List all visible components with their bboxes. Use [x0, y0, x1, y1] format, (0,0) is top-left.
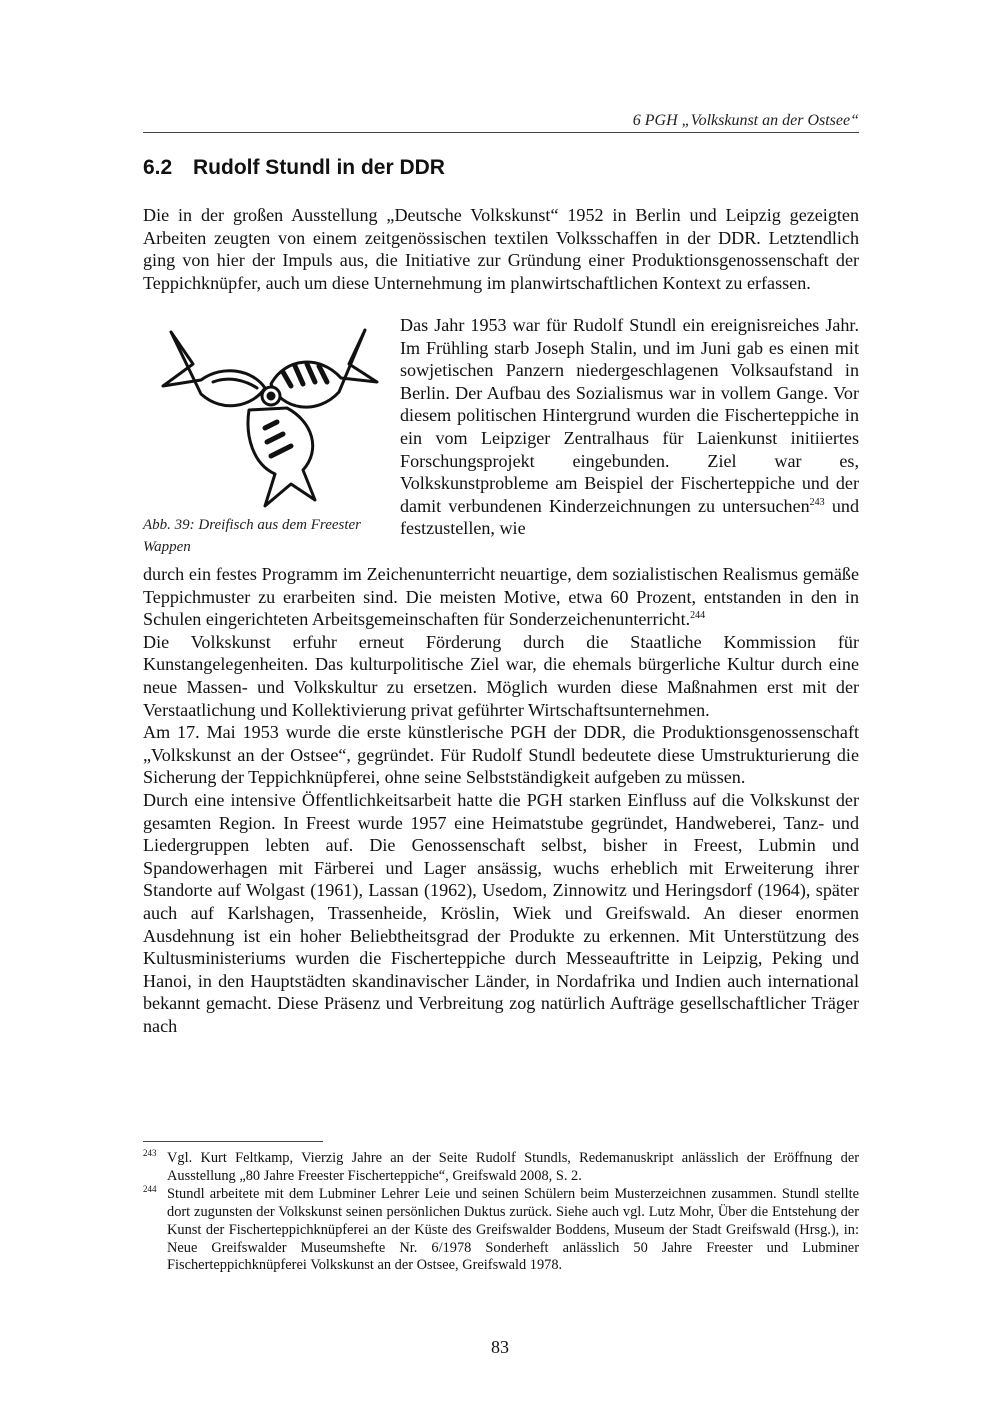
footnote-243 [143, 1150, 859, 1186]
section-number: 6.2 [143, 156, 173, 179]
paragraph-beside-end: und festzustellen, wie [400, 495, 860, 539]
footnote-number: 244 [143, 1183, 157, 1194]
footnote-ref-244[interactable]: 244 [690, 610, 706, 622]
section-heading [143, 155, 445, 181]
figure-caption: Abb. 39: Dreifisch aus dem Freester Wappen [143, 517, 362, 555]
paragraph-intro [143, 204, 859, 294]
figure-three-fish [143, 320, 395, 562]
paragraph-volkskunst: Die Volkskunst erfuhr erneut Förderung durch die Staatliche Kommission für Kunstangelegenheiten. Das kulturpolitische Ziel war, die ehemals bürgerliche Kultur durch eine neue Massen- und Volkskultur zu ersetzen. Möglich wurden diese Maßnahmen erst mit der Verstaatlichung und Kollektivierung privat geführter Wirtschaftsunternehmen. [143, 631, 859, 720]
running-head: 6 PGH „Volkskunst an der Ostsee“ [632, 112, 859, 129]
footnote-number: 243 [143, 1148, 157, 1158]
three-fish-emblem-icon [153, 324, 385, 510]
page-number: 83 [491, 1337, 509, 1357]
main-text-flow [143, 563, 859, 1037]
section-title: Rudolf Stundl in der DDR [193, 156, 445, 179]
footnote-separator [143, 1141, 323, 1142]
header-rule [143, 132, 859, 133]
paragraph-pgh-founding: Am 17. Mai 1953 wurde die erste künstlerische PGH der DDR, die Produktionsgenossenschaft „Volkskunst an der Ostsee“, gegründet. Für Rudolf Stundl bedeutete diese Umstrukturierung die Sicherung der Teppichknüpferei, ohne seine Selbstständigkeit aufgeben zu müssen. [143, 722, 859, 788]
footnotes [143, 1150, 859, 1275]
paragraph-oeffentlichkeitsarbeit: Durch eine intensive Öffentlichkeitsarbeit hatte die PGH starken Einfluss auf die Volkskunst der gesamten Region. In Freest wurde 1957 eine Heimatstube gegründet, Handweberei, Tanz- und Liedergruppen lebten auf. Die Genossenschaft selbst, bisher in Freest, Lubmin und Spandowerhagen mit Färberei und Lager ansässig, wuchs erheblich mit Erweiterung ihrer Standorte auf Wolgast (1961), Lassan (1962), Usedom, Zinnowitz und Heringsdorf (1964), später auch auf Karlshagen, Trassenheide, Kröslin, Wiek und Greifswald. An dieser enormen Ausdehnung ist ein hoher Beliebtheitsgrad der Produkte zu erkennen. Mit Unterstützung des Kultusministeriums wurden die Fischerteppiche durch Messeauftritte in Leipzig, Peking und Hanoi, in den Hauptstädten skandinavischer Länder, in Nordafrika und Indien auch international bekannt gemacht. Diese Präsenz und Verbreitung zog natürlich Aufträge gesellschaftlicher Träger nach [143, 789, 859, 1036]
footnote-244 [143, 1183, 859, 1276]
footnote-text: Stundl arbeitete mit dem Lubminer Lehrer Leie und seinen Schülern beim Musterzeichnen zusammen. Stundl stellte dort zugunsten der Volkskunst seinen persönlichen Duktus zurück. Siehe auch vgl. Lutz Mohr, Über die Entstehung der Kunst der Fischerteppichknüpferei an der Küste des Greifswalder Boddens, Museum der Stadt Greifswald (Hrsg.), in: Neue Greifswalder Museumshefte Nr. 6/1978 Sonderheft anlässlich 50 Jahre Freester und Lubminer Fischerteppichknüpferei Volkskunst an der Ostsee, Greifswald 1978. [167, 1185, 859, 1274]
paragraph-continued-text: durch ein festes Programm im Zeichenunterricht neuartige, dem sozialistischen Realismus gemäße Teppichmuster zu erarbeiten sind. Die meisten Motive, etwa 60 Prozent, entstanden in den in Schulen eingerichteten Arbeitsgemeinschaften für Sonderzeichenunterricht. [143, 564, 859, 630]
footnote-text: Vgl. Kurt Feltkamp, Vierzig Jahre an der Seite Rudolf Stundls, Redemanuskript anlässlich der Eröffnung der Ausstellung „80 Jahre Freester Fischerteppiche“, Greifswald 2008, S. 2. [167, 1150, 859, 1184]
footnote-ref-243[interactable]: 243 [809, 496, 825, 508]
paragraph-intro-text: Die in der großen Ausstellung „Deutsche Volkskunst“ 1952 in Berlin und Leipzig gezeigten Arbeiten zeugten von einem zeitgenössischen textilen Volksschaffen in der DDR. Letztendlich ging von hier der Impuls aus, die Initiative zur Gründung einer Produktionsgenossenschaft der Teppichknüpfer, auch um diese Unternehmung im planwirtschaftlichen Kontext zu erfassen. [143, 205, 859, 293]
paragraph-beside-figure [400, 314, 859, 540]
paragraph-beside-text: Das Jahr 1953 war für Rudolf Stundl ein ereignisreiches Jahr. Im Frühling starb Joseph Stalin, und im Juni gab es einen mit sowjetischen Panzern niedergeschlagenen Volksaufstand in Berlin. Der Aufbau des Sozialismus war in vollem Gange. Vor diesem politischen Hintergrund wurden die Fischerteppiche in ein vom Leipziger Zentralhaus für Laienkunst initiiertes Forschungsprojekt eingebunden. Ziel war es, Volkskunstprobleme am Beispiel der Fischerteppiche und der damit verbundenen Kinderzeichnungen zu untersuchen [400, 315, 859, 516]
